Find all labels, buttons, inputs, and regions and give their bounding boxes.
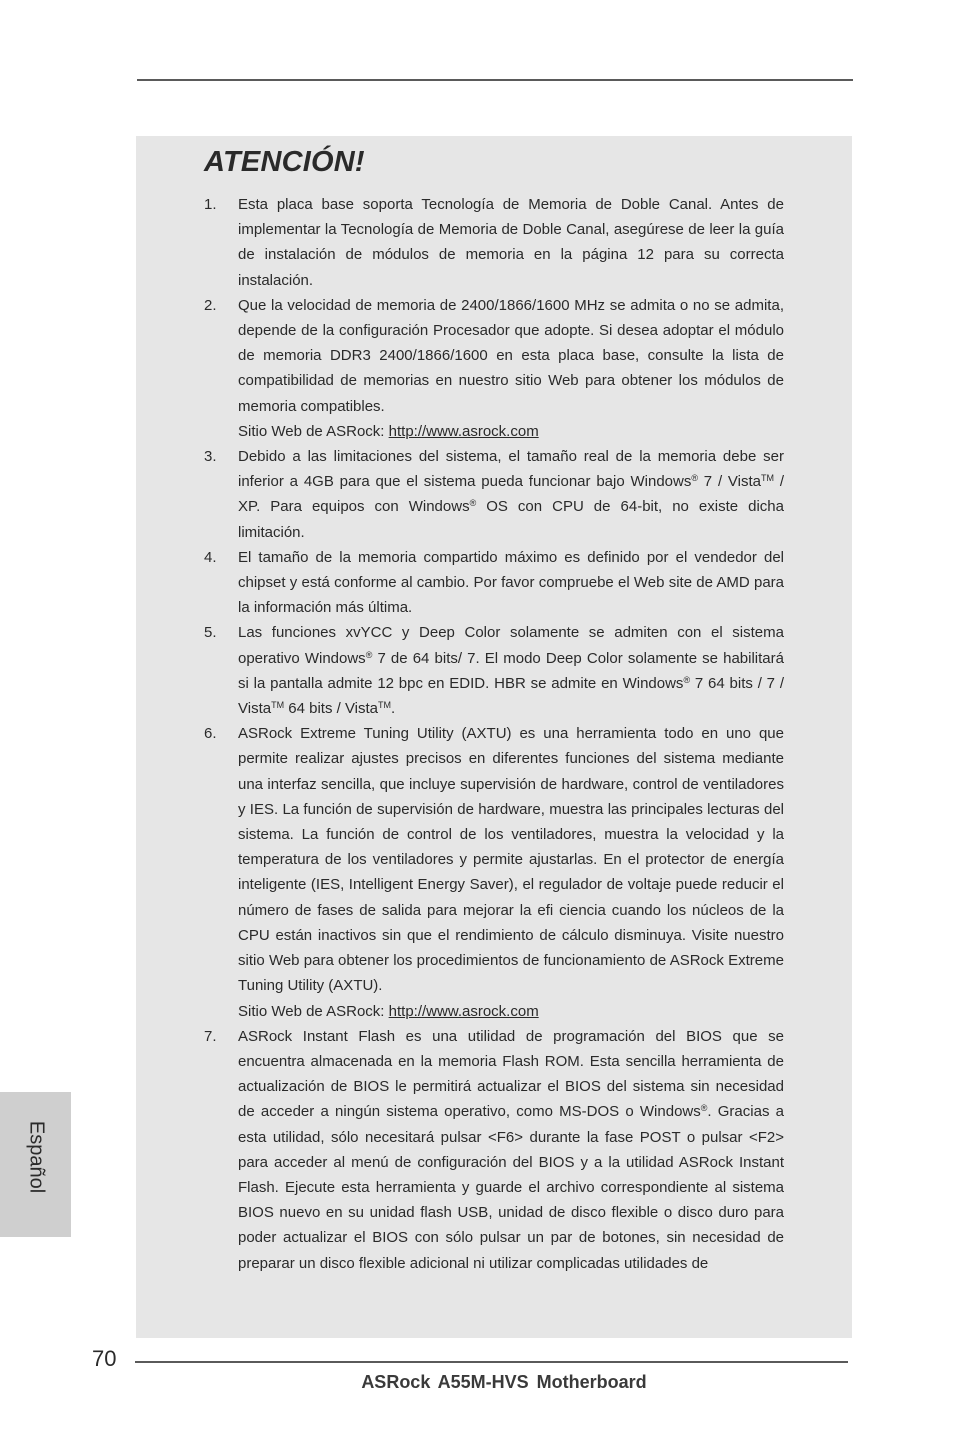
item-text-part: 64 bits / Vista	[284, 700, 379, 718]
notice-heading: ATENCIÓN!	[204, 146, 365, 178]
item-number: 6.	[204, 725, 217, 743]
item-text: Que la velocidad de memoria de 2400/1866/1600 MHz se admita o no se admita, depende de la configuración Procesador que adopte. Si desea adoptar el módulo de memoria DDR3 2400/1866/1600 en esta placa base, consulte la lista de compatibilidad de memorias en nuestro sitio Web para obtener los módulos de memoria compatibles.	[238, 296, 784, 415]
item-text-part: . Gracias a esta utilidad, sólo necesitará pulsar <F6> durante la fase POST o pulsar <F2> para acceder al menú de configuración del BIOS y a la utilidad ASRock Instant Flash. Ejecute esta herramienta y guarde el archivo correspondiente al sistema BIOS nuevo en su unidad flash USB, unidad de disco flexible o disco duro para poder actualizar el BIOS con sólo pulsar un par de botones, sin necesidad de preparar un disco flexible adicional ni utilizar complicadas utilidades de	[238, 1103, 784, 1272]
item-text-part: 7 64 bits / 7 / Vista	[238, 674, 784, 718]
asrock-website-link[interactable]: http://www.asrock.com	[388, 1002, 539, 1020]
website-line	[238, 999, 784, 1024]
website-line	[238, 419, 784, 444]
item-text-part: .	[391, 700, 396, 718]
page-number: 70	[92, 1346, 117, 1371]
item-text-part: Debido a las limitaciones del sistema, el tamaño real de la memoria debe ser inferior a 4GB para que el sistema pueda funcionar bajo Windows	[238, 448, 784, 491]
registered-mark: ®	[469, 498, 477, 509]
registered-mark: ®	[683, 674, 691, 685]
trademark-mark: TM	[271, 700, 285, 711]
item-number: 1.	[204, 196, 217, 213]
item-text-part: Las funciones xvYCC y Deep Color solamente se admiten con el sistema operativo Windows	[238, 624, 784, 667]
list-item	[204, 444, 784, 545]
list-item	[204, 620, 784, 721]
item-text	[238, 1024, 784, 1276]
item-number: 5.	[204, 624, 217, 642]
item-number: 2.	[204, 296, 217, 314]
list-item	[204, 192, 784, 293]
trademark-mark: TM	[378, 700, 392, 711]
item-text: Esta placa base soporta Tecnología de Memoria de Doble Canal. Antes de implementar la Tecnología de Memoria de Doble Canal, asegúrese de leer la guía de instalación de módulos de memoria en la página 12 para su correcta instalación.	[238, 196, 784, 289]
list-item	[204, 721, 784, 1023]
language-label: Español	[25, 1120, 48, 1194]
list-item	[204, 293, 784, 444]
asrock-website-link[interactable]: http://www.asrock.com	[388, 422, 539, 440]
trademark-mark: TM	[761, 473, 775, 484]
registered-mark: ®	[365, 649, 373, 660]
item-text-part: / XP. Para equipos con Windows	[238, 473, 784, 516]
item-text-part: OS con CPU de 64-bit, no existe dicha limitación.	[238, 498, 784, 541]
registered-mark: ®	[700, 1103, 708, 1114]
item-text-part: 7 de 64 bits/ 7. El modo Deep Color solamente se habilitará si la pantalla admite 12 bpc en EDID. HBR se admite en Windows	[238, 649, 784, 692]
footer-title: ASRock A55M-HVS Motherboard	[361, 1372, 647, 1392]
registered-mark: ®	[691, 473, 698, 484]
item-text: El tamaño de la memoria compartido máximo es definido por el vendedor del chipset y está conforme al cambio. Por favor compruebe el Web site de AMD para la información más última.	[238, 548, 784, 617]
item-text	[238, 620, 784, 721]
website-label: Sitio Web de ASRock:	[238, 1002, 385, 1020]
item-number: 7.	[204, 1027, 217, 1045]
top-rule	[137, 79, 853, 81]
item-text-part: ASRock Instant Flash es una utilidad de programación del BIOS que se encuentra almacenada en la memoria Flash ROM. Esta sencilla herramienta de actualización de BIOS le permitirá actualizar el BIOS del sistema sin necesidad de acceder a ningún sistema operativo, como MS-DOS o Windows	[238, 1027, 784, 1121]
item-text: ASRock Extreme Tuning Utility (AXTU) es una herramienta todo en uno que permite realizar ajustes precisos en diferentes funciones del sistema mediante una interfaz sencilla, que incluye supervisión de hardware, control de ventiladores y IES. La función de supervisión de hardware, muestra las principales lecturas del sistema. La función de control de los ventiladores, muestra la velocidad y la temperatura de los ventiladores y permite ajustarlas. En el protector de energía inteligente (IES, Intelligent Energy Saver), el regulador de voltaje puede reducir el número de fases de salida para mejorar la efi ciencia cuando los núcleos de la CPU están inactivos sin que el rendimiento de cálculo disminuya. Visite nuestro sitio Web para obtener los procedimientos de funcionamiento de ASRock Extreme Tuning Utility (AXTU).	[238, 725, 784, 995]
item-number: 3.	[204, 448, 217, 466]
item-text	[238, 444, 784, 545]
item-text-part: 7 / Vista	[697, 473, 762, 491]
notice-list	[204, 192, 784, 1276]
website-label: Sitio Web de ASRock:	[238, 422, 385, 440]
footer-rule	[135, 1361, 848, 1363]
item-number: 4.	[204, 548, 217, 566]
list-item	[204, 545, 784, 621]
list-item	[204, 1024, 784, 1276]
